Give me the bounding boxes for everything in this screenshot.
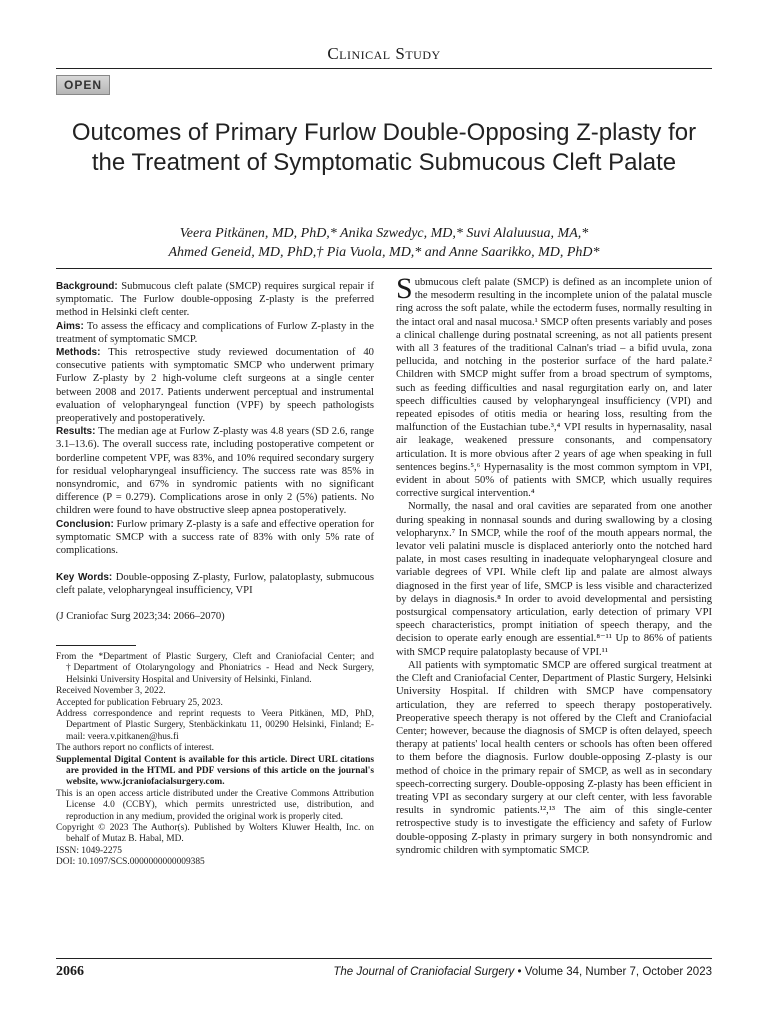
conclusion-text: Furlow primary Z-plasty is a safe and effective operation for symptomatic SMCP with a success rate of 83% with only 5% rate of complications. bbox=[56, 518, 374, 557]
footnote-copyright: Copyright © 2023 The Author(s). Published by Wolters Kluwer Health, Inc. on behalf of Mutaz B. Habal, MD. bbox=[56, 822, 374, 845]
abstract-conclusion bbox=[56, 518, 374, 558]
open-access-badge: OPEN bbox=[56, 75, 110, 95]
left-column bbox=[56, 280, 374, 869]
conclusion-label: Conclusion: bbox=[56, 518, 114, 530]
footnote-received: Received November 3, 2022. bbox=[56, 686, 166, 697]
footnote-correspondence: Address correspondence and reprint requests to Veera Pitkänen, MD, PhD, Department of Plastic Surgery, Stenbäckinkatu 11, 00290 Helsinki, Finland; E-mail: veera.v.pitkanen@hus.fi bbox=[56, 708, 374, 742]
keywords bbox=[56, 571, 374, 597]
footer-rule bbox=[56, 958, 712, 959]
body-paragraph-1 bbox=[396, 272, 712, 500]
header-rule bbox=[56, 68, 712, 69]
abstract-background bbox=[56, 280, 374, 320]
aims-text: To assess the efficacy and complications of Furlow Z-plasty in the treatment of symptomatic SMCP. bbox=[56, 320, 374, 345]
journal-issue: • Volume 34, Number 7, October 2023 bbox=[514, 966, 712, 978]
body-paragraph-2: Normally, the nasal and oral cavities are separated from one another during speaking in nonnasal sounds and during swallowing by a closing velopharynx.⁷ In SMCP, while the roof of the mouth appears normal, the levator veli palatini muscle is displaced anteriorly onto the notched hard palate, in most cases resulting in inadequate velopharyngeal closure and variable degrees of VPI. While cleft lip and palate are almost always diagnosed in the first year of life, SMCP is less visible and characterized by delays in diagnosis.⁸ In order to avoid developmental and persisting postsurgical compensatory articulation, early detection of primary VPI speech characteristics, prompt initiation of speech therapy, and the decision to operate early enough are essential.⁸⁻¹¹ Up to 86% of patients with SMCP require palatoplasty because of VPI.¹¹ bbox=[396, 501, 712, 658]
aims-label: Aims: bbox=[56, 320, 84, 332]
results-text: The median age at Furlow Z-plasty was 4.8 years (SD 2.6, range 3.1–13.6). The overall success rate, including postoperative competent or borderline competent VPF, was 83%, and 10% required secondary surgery for residual velopharyngeal insufficiency. The success rate was 85% in nonsyndromic, and 67% in syndromic patients with no significant difference (P = 0.279). Complications arose in only 2 (5%) patients. No children were found to have obstructive sleep apnea postoperatively. bbox=[56, 426, 374, 517]
footnote-conflicts: The authors report no conflicts of interest. bbox=[56, 743, 215, 754]
footnote-supplemental: Supplemental Digital Content is available for this article. Direct URL citations are provided in the HTML and PDF versions of this article on the journal's website, www.jcraniofacialsurgery.com. bbox=[56, 754, 374, 788]
citation: (J Craniofac Surg 2023;34: 2066–2070) bbox=[56, 610, 225, 622]
journal-name: The Journal of Craniofacial Surgery bbox=[333, 966, 515, 978]
author-list bbox=[56, 224, 712, 262]
methods-label: Methods: bbox=[56, 347, 101, 359]
footnotes bbox=[56, 652, 374, 869]
authors-line-2: Ahmed Geneid, MD, PhD,† Pia Vuola, MD,* and Anne Saarikko, MD, PhD* bbox=[168, 245, 600, 260]
footnote-accepted: Accepted for publication February 25, 2023. bbox=[56, 697, 223, 708]
background-text: Submucous cleft palate (SMCP) requires surgical repair if symptomatic. The Furlow double-opposing Z-plasty is the preferred method in Helsinki cleft center. bbox=[56, 281, 374, 319]
body-paragraph-1-text: ubmucous cleft palate (SMCP) is defined as an incomplete union of the mesoderm resulting in the incomplete union of the palatal muscle ring across the soft palate, while the ectoderm fuses, normally resulting in the intact oral and nasal mucosa.¹ SMCP often presents variably and poses a clinical challenge during postnatal screening, as not all patients present with all 3 features of the traditional Calnan's triad – a bifid uvula, zona pellucida, and notching in the posterior surface of the hard palate.² Children with SMCP might suffer from a broad spectrum of symptoms, such as feeding difficulties and nasal regurgitation early on, and later speech difficulties caused by velopharyngeal insufficiency (VPI) and repeated episodes of otitis media or hearing loss, resulting from the malfunction of the Eustachian tube.³,⁴ VPI results in hypernasality, nasal air leakage, weakened pressure consonants, and compensatory articulation. It is more obvious after 2 years of age when speaking in full sentences begins.⁵,⁶ Hypernasality is the most common symptom in VPI, evident in about 50% of patients with SMCP, which usually requires corrective surgical intervention.⁴ bbox=[396, 277, 712, 500]
authors-line-1: Veera Pitkänen, MD, PhD,* Anika Szwedyc, MD,* Suvi Alaluusua, MA,* bbox=[179, 226, 589, 241]
right-column bbox=[396, 272, 712, 857]
section-label: Clinical Study bbox=[327, 44, 441, 63]
abstract bbox=[56, 280, 374, 623]
results-label: Results: bbox=[56, 426, 96, 438]
title-divider bbox=[56, 268, 712, 269]
background-label: Background: bbox=[56, 281, 118, 292]
footnote-doi: DOI: 10.1097/SCS.0000000000009385 bbox=[56, 857, 205, 868]
keywords-label: Key Words: bbox=[56, 572, 113, 584]
abstract-methods bbox=[56, 346, 374, 425]
body-paragraph-3: All patients with symptomatic SMCP are offered surgical treatment at the Cleft and Craniofacial Center, Department of Plastic Surgery, Helsinki University Hospital. If children with SMCP have compensatory articulation, they are referred to speech therapy postoperatively. Preoperative speech therapy is not offered by the Cleft and Craniofacial Center; however, because the diagnosis of SMCP is often delayed, speech therapy at patients' local health centers or schools has often been offered to them before the diagnosis. Furlow double-opposing Z-plasty is our method of choice in the primary repair of SMCP, as well as in secondary speech-correcting surgery. Double-opposing Z-plasty has been efficient in treating VPI as secondary surgery at our cleft center, with less favorable results in syndromic patients.¹²,¹³ The aim of this single-center retrospective study is to investigate the efficiency and safety of Furlow double-opposing Z-plasty in primary surgery in both nonsyndromic and syndromic children with symptomatic SMCP. bbox=[396, 659, 712, 856]
abstract-results bbox=[56, 425, 374, 517]
article-title: Outcomes of Primary Furlow Double-Opposing Z-plasty for the Treatment of Symptomatic Submucous Cleft Palate bbox=[71, 119, 697, 176]
drop-cap: S bbox=[396, 272, 413, 305]
footnote-issn: ISSN: 1049-2275 bbox=[56, 845, 122, 856]
abstract-aims bbox=[56, 320, 374, 346]
footnote-license: This is an open access article distributed under the Creative Commons Attribution License 4.0 (CCBY), which permits unrestricted use, distribution, and reproduction in any medium, provided the original work is properly cited. bbox=[56, 788, 374, 822]
methods-text: This retrospective study reviewed documentation of 40 consecutive patients with symptomatic SMCP who underwent primary Furlow Z-plasty by 2 high-volume cleft surgeons at a single center between 2008 and 2017. Patients underwent perceptual and instrumental evaluation of velopharyngeal function (VPF) by speech pathologists preoperatively and postoperatively. bbox=[56, 347, 374, 425]
footnote-divider bbox=[56, 645, 136, 646]
keywords-text: Double-opposing Z-plasty, Furlow, palatoplasty, submucous cleft palate, velopharyngeal insufficiency, VPI bbox=[56, 572, 375, 597]
footnote-affiliation: From the *Department of Plastic Surgery, Cleft and Craniofacial Center; and †Department of Otolaryngology and Phoniatrics - Head and Neck Surgery, Helsinki University Hospital and University of Helsinki, Finland. bbox=[56, 651, 374, 685]
page-number: 2066 bbox=[56, 964, 84, 979]
journal-footer bbox=[333, 966, 712, 978]
